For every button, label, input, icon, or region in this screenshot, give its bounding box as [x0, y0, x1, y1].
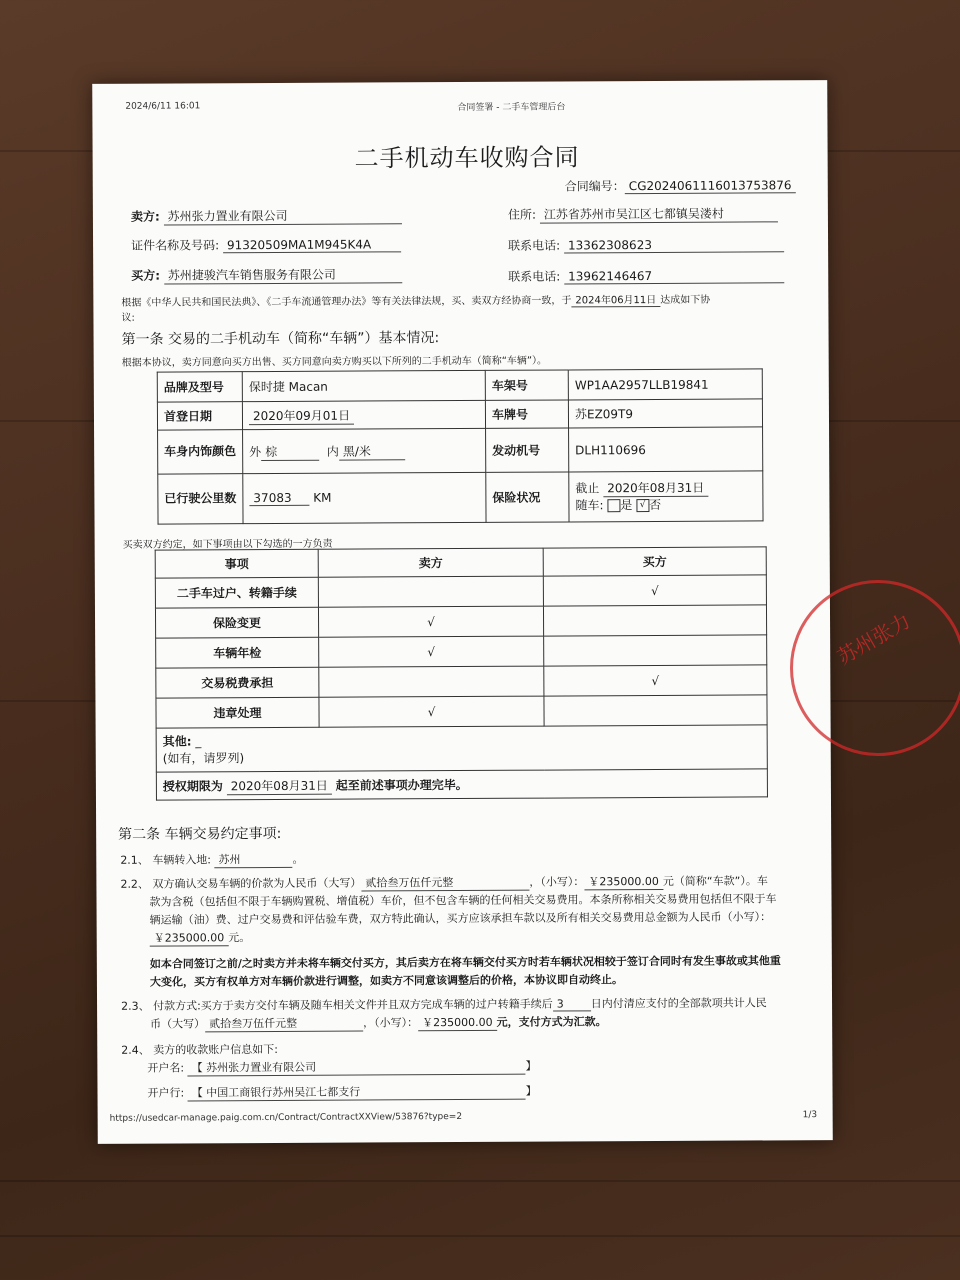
duty-row-buyer: √: [543, 575, 766, 606]
payment-upper: 贰拾叁万伍仟元整: [205, 1015, 363, 1033]
duty-header-item: 事项: [155, 549, 318, 578]
duty-row-seller: √: [319, 636, 544, 667]
contract-no-value: CG2024061116013753876: [625, 178, 796, 194]
mileage-value: 37083: [249, 491, 309, 506]
clause-2-2-line4: ￥235000.00 元。: [150, 929, 251, 947]
print-page-title: 合同签署 - 二手车管理后台: [457, 102, 566, 114]
duty-intro: 买卖双方约定，如下事项由以下勾选的一方负责: [122, 538, 333, 551]
clause-2-4: 2.4、 卖方的收款账户信息如下:: [121, 1042, 279, 1057]
buyer-phone-row: 联系电话: 13962146467: [508, 266, 784, 284]
article1-heading: 第一条 交易的二手机动车（简称“车辆”）基本情况:: [121, 330, 440, 348]
mileage-cell: 37083 KM: [243, 472, 486, 523]
seller-row: 卖方: 苏州张力置业有限公司: [131, 206, 402, 225]
duty-other-value: _: [195, 733, 202, 748]
total-amount: ￥235000.00: [150, 929, 229, 946]
print-datetime: 2024/6/11 16:01: [125, 101, 201, 112]
account-name-row: 开户名: 【 苏州张力置业有限公司 】: [147, 1059, 537, 1075]
vin-value: WP1AA2957LLB19841: [568, 369, 762, 400]
bank-row: 开户行: 【 中国工商银行苏州吴江七都支行 】: [147, 1084, 537, 1100]
duty-row-seller: [319, 666, 544, 697]
duty-row-buyer: [544, 635, 767, 666]
reg-label: 首登日期: [157, 402, 242, 430]
int-color: 黑/米: [339, 442, 405, 460]
with-car-no-checkbox[interactable]: √: [636, 499, 649, 512]
ext-color: 棕: [261, 442, 319, 460]
footer-page-number: 1/3: [802, 1110, 818, 1121]
clause-2-2-line1: 2.2、 双方确认交易车辆的价款为人民币（大写） 贰拾叁万伍仟元整 ，（小写）： ￥235000.00 元（简称“车款”）。车: [120, 874, 768, 891]
account-name: 【 苏州张力置业有限公司: [188, 1058, 526, 1077]
duty-table: [155, 546, 768, 800]
contract-title: 二手机动车收购合同: [354, 143, 580, 173]
with-car-yes-checkbox[interactable]: [607, 499, 620, 512]
clause-bold-line1: 如本合同签订之前/之时卖方并未将车辆交付买方，其后卖方在将车辆交付买方时若车辆状况相较于签订合同时有发生事故或其他重: [149, 954, 781, 971]
duty-auth-date: 2020年08月31日: [227, 776, 332, 795]
reg-value: 2020年09月01日: [249, 406, 354, 425]
clause-2-3-line2: 币（大写） 贰拾叁万伍仟元整 ，（小写）： ￥235000.00 元，支付方式为汇款。: [150, 1015, 607, 1031]
clause-2-2-line2: 款为含税（包括但不限于车辆购置税、增值税）车价，但不包含车辆的任何相关交易费用。本条所称相关交易费用包括但不限于车: [149, 892, 777, 909]
vin-label: 车架号: [485, 370, 568, 400]
duty-row-item: 交易税费承担: [156, 667, 319, 698]
contract-no: 合同编号： CG2024061116013753876: [565, 176, 796, 194]
duty-row-item: 保险变更: [155, 607, 318, 638]
clause-2-1: 2.1、 车辆转入地: 苏州 。: [120, 852, 304, 867]
duty-row-seller: [318, 576, 543, 607]
reg-cell: [242, 400, 485, 429]
seller-phone: 13362308623: [564, 237, 784, 253]
duty-row-buyer: [543, 605, 766, 636]
price-upper: 贰拾叁万伍仟元整: [361, 874, 529, 892]
vehicle-table: [157, 368, 764, 524]
price-lower: ￥235000.00: [584, 873, 663, 890]
buyer-phone: 13962146467: [564, 268, 784, 284]
preamble-date: 2024年06月11日: [571, 291, 660, 307]
article1-intro: 根据本协议，卖方同意向买方出售、买方同意向卖方购买以下所列的二手机动车（简称“车辆”）。: [121, 355, 548, 369]
company-seal-stamp: [790, 580, 960, 756]
seller-id-row: 证件名称及号码: 91320509MA1M945K4A: [131, 235, 401, 253]
clause-2-3-line1: 2.3、 付款方式:买方于卖方交付车辆及随车相关文件并且双方完成车辆的过户转籍手续后 3 日内付清应支付的全部款项共计人民: [121, 996, 767, 1013]
mileage-label: 已行驶公里数: [158, 474, 243, 524]
duty-auth-cell: 授权期限为 2020年08月31日 起至前述事项办理完毕。: [156, 769, 767, 800]
brand-label: 品牌及型号: [157, 372, 242, 402]
preamble-line2: 议:: [121, 312, 135, 324]
insurance-date: 2020年08月31日: [603, 480, 708, 498]
buyer-name: 苏州捷骏汽车销售服务有限公司: [164, 265, 402, 284]
seller-name: 苏州张力置业有限公司: [164, 206, 402, 225]
duty-row-item: 违章处理: [156, 697, 319, 728]
seller-phone-row: 联系电话: 13362308623: [508, 235, 784, 253]
clause-2-2-line3: 辆运输（油）费、过户交易费和评估验车费，双方特此确认，买方应该承担车款以及所有相关交易费用总金额为人民币（小写）：: [149, 910, 772, 927]
brand-value: 保时捷 Macan: [242, 370, 485, 401]
color-cell: 外 棕 内 黑/米: [243, 428, 486, 473]
duty-row-item: 二手车过户、转籍手续: [155, 577, 318, 608]
insurance-label: 保险状况: [486, 472, 569, 522]
duty-row-seller: √: [318, 606, 543, 637]
duty-header-buyer: 买方: [543, 547, 766, 576]
engine-value: DLH110696: [569, 427, 763, 472]
duty-row-seller: √: [319, 696, 544, 727]
duty-other-cell: 其他: _ (如有，请罗列): [156, 725, 767, 772]
payment-days: 3: [553, 997, 591, 1011]
engine-label: 发动机号: [486, 428, 569, 472]
plate-label: 车牌号: [485, 400, 568, 428]
stamp-text: 苏州张力: [833, 608, 915, 670]
duty-row-buyer: √: [544, 665, 767, 696]
bank-name: 【 中国工商银行苏州吴江七都支行: [188, 1083, 526, 1102]
duty-row-item: 车辆年检: [156, 637, 319, 668]
contract-page: [92, 80, 833, 1144]
article2-heading: 第二条 车辆交易约定事项:: [118, 825, 282, 843]
insurance-cell: 截止 2020年08月31日 随车: 是 √ 否: [569, 471, 763, 522]
seller-address-row: 住所: 江苏省苏州市吴江区七都镇吴溇村: [508, 204, 778, 223]
payment-lower: ￥235000.00: [418, 1014, 497, 1031]
duty-header-seller: 卖方: [318, 548, 543, 577]
color-label: 车身内饰颜色: [158, 430, 243, 474]
footer-url: https://usedcar-manage.paig.com.cn/Contract/ContractXXView/53876?type=2: [109, 1112, 463, 1124]
seller-address: 江苏省苏州市吴江区七都镇吴溇村: [540, 204, 778, 223]
preamble-line1: 根据《中华人民共和国民法典》、《二手车流通管理办法》等有关法律法规，买、卖双方经协商一致，于 2024年06月11日 达成如下协: [121, 291, 710, 310]
clause-bold-line2: 大变化，买方有权单方对车辆价款进行调整，如卖方不同意该调整后的价格，本协议即自动终止。: [149, 973, 623, 989]
seller-id: 91320509MA1M945K4A: [223, 237, 401, 253]
buyer-row: 买方: 苏州捷骏汽车销售服务有限公司: [131, 265, 402, 284]
plate-value: 苏EZ09T9: [568, 399, 762, 428]
duty-row-buyer: [544, 695, 767, 726]
transfer-city: 苏州: [214, 851, 292, 868]
